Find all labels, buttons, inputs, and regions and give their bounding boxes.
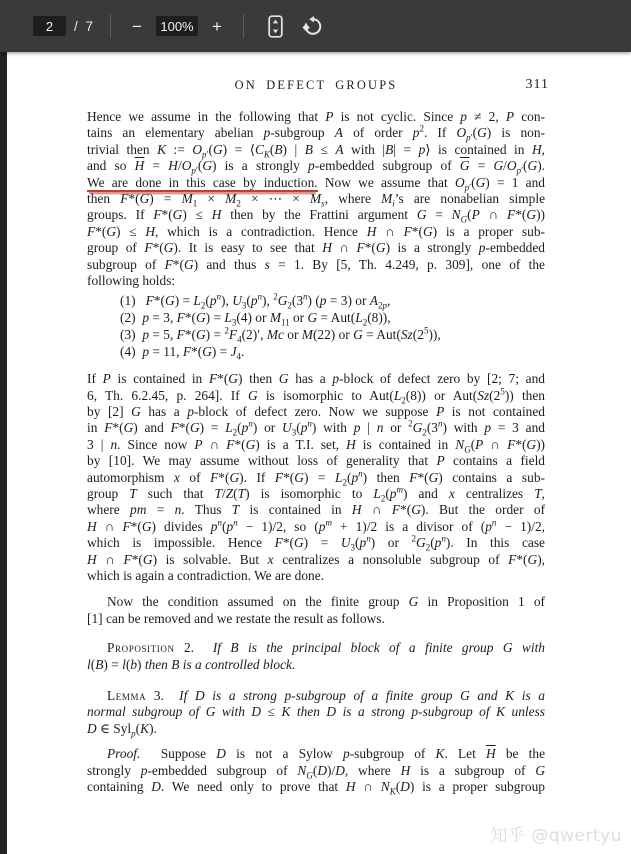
proof [87, 746, 545, 795]
zoom-out-button[interactable]: − [126, 16, 148, 37]
text-line: normal subgroup of G with D ≤ K then D is a strong p-subgroup of K unless [87, 704, 545, 720]
text-line: which is impossible. Hence $F*(G) = U_3(p^n)$ or $^2G_2(p^n)$. In this case [87, 533, 545, 553]
text-line: (1) $F*(G) = L_2(p^n)$, $U_3(p^n)$, $^2G_2(3^n) (p = 3)$ or $A_{2p}$, [120, 292, 391, 312]
fit-to-page-icon [268, 15, 283, 38]
text-line: D ∈ Syl$_p$(K). [87, 720, 157, 739]
text-line: then $F*(G) = M_1 \times M_2$ × ⋯ × $M_s$, where $M_i’s$ are nonabelian simple [87, 191, 546, 209]
paragraph-2 [87, 371, 545, 584]
text-line: in F*(G) and $F*(G) = L_2(p^n)$ or $U_3(p^n)$ with p | n or $^2G_2(3^n)$ with p = 3 and [87, 418, 545, 438]
list-1 [87, 293, 545, 361]
watermark: 知乎 @qwertyu [490, 826, 622, 846]
text-line: Hence we assume in the following that P is not cyclic. Since p ≠ 2, P con- [87, 109, 545, 124]
text-line: groups. If F*(G) ≤ H then by the Frattini argument $G = N_G(P$ ∩ F*(G)) [87, 207, 545, 226]
text-line: tains an elementary abelian p-subgroup A of order $p^2$. If $O_{p'}(G)$ is non- [87, 123, 545, 144]
text-line: by [2] G has a p-block of defect zero. Now we suppose P is not contained [87, 403, 546, 419]
page-header [87, 77, 549, 95]
text-line: 3 | n. Since now P ∩ F*(G) is a T.I. set, H is contained in $N_G(P$ ∩ F*(G)) [87, 436, 545, 455]
rotate-counterclockwise-icon [301, 15, 324, 38]
text-line: F*(G) ≤ H, which is a contradiction. Hence H ∩ F*(G) is a proper sub- [87, 223, 545, 239]
text-line: If P is contained in F*(G) then G has a p-block of defect zero by [2; 7; and [87, 371, 545, 387]
pdf-page [7, 52, 631, 854]
text-line: [1] can be removed and we restate the result as follows. [87, 610, 385, 626]
text-line: group T such that T/Z(T) is isomorphic to $L_2(p^m)$ and x centralizes T, [87, 484, 545, 504]
text-line: by [10]. We may assume without loss of generality that P contains a field [87, 453, 545, 469]
text-line: We are done in this case by induction. Now we assume that $O_{p'}(G) = 1$ and [87, 174, 545, 193]
text-line: where pm = n. Thus T is contained in H ∩ F*(G). But the order of [87, 502, 546, 518]
text-line: H ∩ F*(G) divides $p^n(p^n - 1)/2$, so $(p^m + 1)/2$ is a divisor of $(p^n - 1)/2$, [87, 517, 545, 534]
toolbar-divider [243, 14, 244, 38]
text-line: 6, Th. 6.2.45, p. 264]. If G is isomorphic to $Aut(L_2(8))$ or $Aut(Sz(2^5))$ then [87, 386, 546, 406]
text-line: Now the condition assumed on the finite group G in Proposition 1 of [107, 594, 545, 610]
page-divider: / [74, 18, 80, 34]
text-line: (4) p = 11, $F*(G) = J_4$. [120, 344, 245, 362]
text-line: following holds: [87, 273, 176, 289]
running-title: ON DEFECT GROUPS [234, 78, 398, 92]
text-line: Proof. Suppose D is not a Sylow p-subgroup of K. Let $\overline{H}$ be the [107, 746, 546, 762]
fit-to-page-button[interactable] [259, 15, 292, 38]
rotate-button[interactable] [292, 15, 333, 38]
text-line: Proposition 2. If B is the principal block of a finite group G with [107, 640, 545, 656]
text-line: automorphism x of F*(G). If $F*(G) = L_2(p^n)$ then F*(G) contains a sub- [87, 468, 545, 488]
printed-page-number: 311 [525, 77, 549, 92]
text-line: subgroup of F*(G) and thus s = 1. By [5, Th. 4.249, p. 309], one of the [87, 256, 545, 272]
pdf-toolbar [0, 0, 631, 52]
text-line: trivial then K := $O_{p'}(G)$ = $⟨C_K(B)$ | B ≤ A with |B| = p⟩ is contained in H, [87, 141, 546, 160]
toolbar-divider [110, 14, 111, 38]
text-line: which is again a contradiction. We are done. [87, 567, 325, 583]
page-count-label [74, 19, 95, 34]
text-line: containing D. We need only to prove that H ∩ $N_K(D)$ is a proper subgroup [87, 779, 545, 797]
paragraph-1 [87, 109, 545, 289]
page-total: 7 [85, 18, 96, 34]
lemma-3 [87, 688, 545, 737]
text-line: strongly p-embedded subgroup of $N_G(D)/D$, where H is a subgroup of G [87, 762, 545, 781]
text-line: and so $\overline{H} = H/O_{p'}(G)$ is a strongly p-embedded subgroup of $\overline{G} = G/O_{p'}(G)$. [87, 158, 545, 176]
text-line: Lemma 3. If D is a strong p-subgroup of a finite group G and K is a [107, 688, 545, 703]
zoom-in-button[interactable]: + [206, 16, 228, 37]
text-line: H ∩ F*(G) is solvable. But x centralizes a nonsoluble subgroup of F*(G), [87, 551, 545, 567]
text-line: l(B) = l(b) then B is a controlled block. [87, 656, 296, 672]
zoom-level-input[interactable]: 100% [156, 16, 198, 36]
viewer-gutter [0, 52, 7, 854]
page-number-input[interactable]: 2 [33, 16, 66, 36]
text-line: (2) p = 3, $F*(G) = L_3(4)$ or $M_{11}$ or $G = Aut(L_2(8))$, [120, 310, 391, 329]
proposition-2 [87, 640, 545, 673]
paragraph-3 [87, 594, 545, 627]
text-line: (3) p = 5, $F*(G) = ^2F_4(2)'$, Mc or M(22) or $G = Aut(Sz(2^5))$, [120, 325, 441, 345]
page-content [87, 109, 545, 795]
text-line: group of F*(G). It is easy to see that H ∩ F*(G) is a strongly p-embedded [87, 240, 545, 256]
